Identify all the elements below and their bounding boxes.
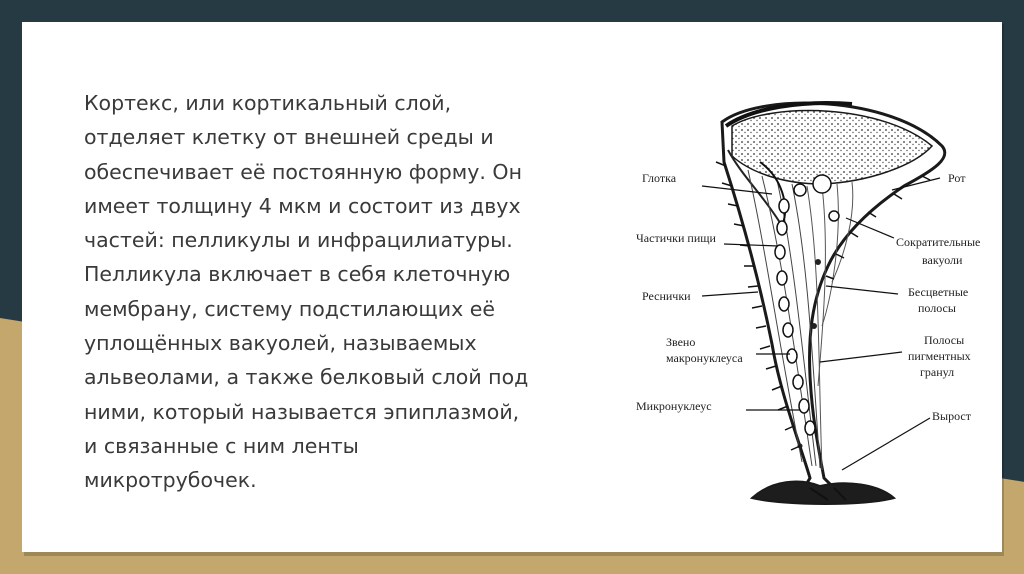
label-micronucleus: Микронуклеус <box>636 399 712 413</box>
body-line: и связанные с ним ленты <box>84 433 359 458</box>
body-line: Пелликула включает в себя клеточную <box>84 262 511 287</box>
body-line: мембрану, систему подстилающих её <box>84 296 495 321</box>
body-line: микротрубочек. <box>84 468 257 493</box>
slide <box>22 22 1002 552</box>
body-line: уплощённых вакуолей, называемых <box>84 331 477 356</box>
label-vacuoles-2: вакуоли <box>922 253 963 267</box>
body-line: отделяет клетку от внешней среды и <box>84 125 494 150</box>
body-line: альвеолами, а также белковый слой под <box>84 365 529 390</box>
slide-body-text <box>84 86 624 498</box>
label-colorless-2: полосы <box>918 301 956 315</box>
holdfast <box>752 482 894 504</box>
label-pigment-3: гранул <box>920 365 955 379</box>
label-outgrowth: Вырост <box>932 409 971 423</box>
body-line: имеет толщину 4 мкм и состоит из двух <box>84 193 521 218</box>
label-mouth: Рот <box>948 171 966 185</box>
body-line: Кортекс, или кортикальный слой, <box>84 91 452 115</box>
label-pigment-2: пигментных <box>908 349 971 363</box>
body-line: обеспечивает её постоянную форму. Он <box>84 159 522 184</box>
stentor-diagram <box>632 86 992 524</box>
label-pharynx: Глотка <box>642 171 677 185</box>
label-pigment-1: Полосы <box>924 333 965 347</box>
label-cilia: Реснички <box>642 289 691 303</box>
body-line: ними, который называется эпиплазмой, <box>84 399 520 424</box>
body-line: частей: пелликулы и инфрацилиатуры. <box>84 228 513 253</box>
label-macronucleus-2: макронуклеуса <box>666 351 743 365</box>
label-vacuoles-1: Сократительные <box>896 235 981 249</box>
label-food-particles: Частички пищи <box>636 231 716 245</box>
label-macronucleus-1: Звено <box>666 335 696 349</box>
label-colorless-1: Бесцветные <box>908 285 969 299</box>
